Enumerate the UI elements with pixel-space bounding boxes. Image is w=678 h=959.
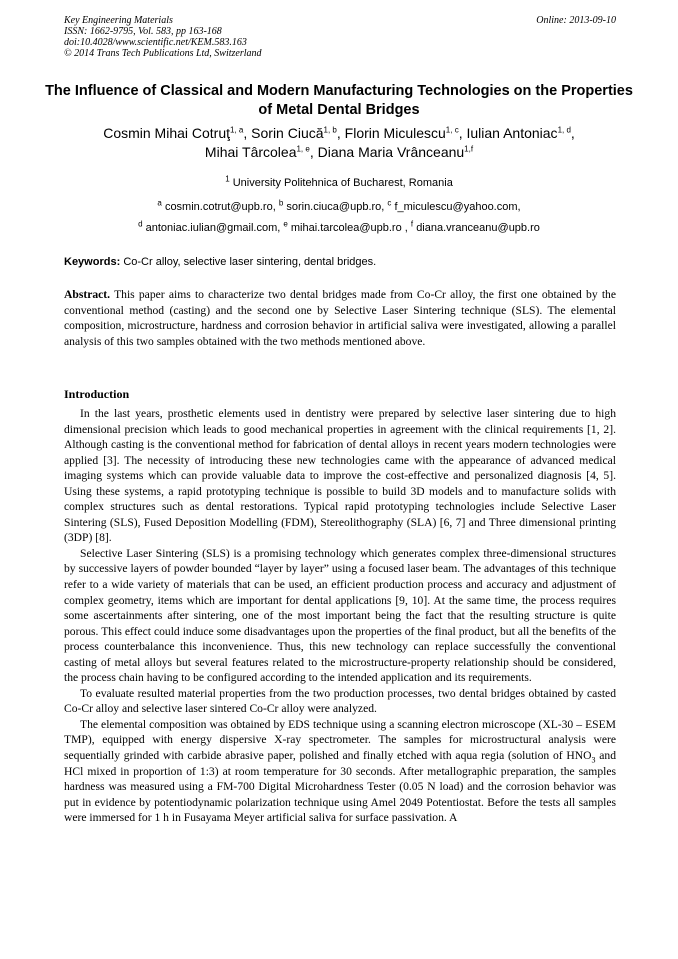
paragraph-text: and HCl mixed in proportion of 1:3) at room temperature for 30 seconds. After metallographic preparation, the samples hardness was measured using a FM-700 Digital Microhardness Tester (0.05 N load) and the corrosion behavior was put in evidence by potentiodynamic polarization technique using Amel 2049 Potentiostat. Before the tests all samples were immersed for 1 h in Fusayama Meyer artificial saliva for surface passivation. A [64,749,617,825]
author-name: Cosmin Mihai Cotruţ [103,125,231,141]
author-affil: 1, b [323,125,337,135]
email-link[interactable]: mihai.tarcolea@upb.ro , [290,222,408,234]
author-name: Florin Miculescu [344,125,446,141]
email-link[interactable]: sorin.ciuca@upb.ro, [286,201,385,213]
email-link[interactable]: cosmin.cotrut@upb.ro, [164,201,276,213]
email-marker: f [410,219,414,229]
author-affil: 1, a [230,125,244,135]
author-name: Sorin Ciucă [251,125,324,141]
email-link[interactable]: antoniac.iulian@gmail.com, [145,222,281,234]
paragraph-text: The elemental composition was obtained by EDS technique using a scanning electron microscope (XL-30 – ESEM TMP), equipped with energy dispersive X-ray spectrometer. The samples for microstructural analysis were sequentially grinded with carbide abrasive paper, polished and finally etched with aqua regia (solution of HNO [64,717,616,763]
email-marker: d [138,219,143,229]
email-marker: e [283,219,288,229]
author-affil: 1, e [296,144,310,154]
author-name: Diana Maria Vrânceanu [317,144,465,160]
journal-name: Key Engineering Materials [64,15,173,26]
paragraph [64,717,616,826]
copyright-line: © 2014 Trans Tech Publications Ltd, Switzerland [64,48,262,59]
journal-header [64,15,616,59]
email-link[interactable]: diana.vranceanu@upb.ro [416,222,540,234]
email-marker: c [387,198,392,208]
section-title: Introduction [64,387,130,401]
abstract-label: Abstract. [64,288,111,301]
paragraph: Selective Laser Sintering (SLS) is a promising technology which generates complex three-dimensional structures by successive layers of powder bounded “layer by layer” using a focused laser beam. The advantages of this technique refer to a wide variety of materials that can be used, an efficient production process and accuracy and adjustment of complex geometry, items which are important for dental applications [9, 10]. At the same time, the process requires some ascertainments after sintering, one of the most important being the fact that the resulting structure is quite porous. This effect could induce some disadvantages upon the properties of the final product, but all the benefits of the process counterbalance this inconvenience. Thus, this new technology can replace successfully the conventional casting of metal alloys but several features related to the microstructure-property relationship should be considered, the process chain having to be configured according to the intended application and its requirements. [64,546,616,685]
paragraph: To evaluate resulted material properties from the two production processes, two dental bridges obtained by casted Co-Cr alloy and selective laser sintered Co-Cr alloy were analyzed. [64,686,616,716]
author-name: Mihai Târcolea [204,144,297,160]
keywords-label: Keywords: [64,256,121,268]
author-affil: 1, d [557,125,571,135]
email-marker: a [157,198,162,208]
online-date: Online: 2013-09-10 [536,15,616,26]
doi-line: doi:10.4028/www.scientific.net/KEM.583.163 [64,37,247,48]
paragraph: In the last years, prosthetic elements used in dentistry were prepared by selective laser sintering due to high dimensional precision which leads to good mechanical properties in agreement with the clinical requirements [1, 2]. Although casting is the conventional method for fabrication of dental alloys in recent years modern technologies were applied [3]. The necessity of introducing these new technologies came with the appearance of advanced medical imaging systems which can provide valuable data to improve the cost-effective and personalized diagnosis [4, 5]. Using these systems, a rapid prototyping technique is possible to build 3D models and to manufacture solids with complex structures such as dental restorations. Typical rapid prototyping technologies include Selective Laser Sintering (SLS), Fused Deposition Modelling (FDM), Stereolithography (SLA) [6, 7] and Three dimensional printing (3DP) [8]. [64,407,616,545]
abstract-text: This paper aims to characterize two dental bridges made from Co-Cr alloy, the first one obtained by the conventional method (casting) and the second one by Selective Laser Sintering technique (SLS). The elemental composition, microstructure, hardness and corrosion behavior in artificial saliva were investigated, allowing a parallel analysis of this two samples obtained with the two methods mentioned above. [64,288,616,348]
author-affil: 1,f [464,144,474,154]
body-text [64,406,616,826]
email-link[interactable]: f_miculescu@yahoo.com, [394,201,521,213]
keywords-text: Co-Cr alloy, selective laser sintering, dental bridges. [123,256,377,268]
affiliation-text: University Politehnica of Bucharest, Romania [232,177,453,189]
email-list [40,197,638,239]
abstract [64,287,616,349]
issn-line: ISSN: 1662-9795, Vol. 583, pp 163-168 [64,26,222,37]
affiliation [40,174,638,190]
affiliation-marker: 1 [225,174,230,184]
email-marker: b [278,198,284,208]
author-list: Cosmin Mihai Cotruţ$^{1, a}$, Sorin Ciucă$^{1, b}$, Florin Miculescu$^{1, c}$, Iulian Antoniac$^{1, d}$, Mihai Târcolea$^{1, e}$, Diana Maria Vrânceanu$^{1,f}$ [103,125,575,160]
keywords [64,255,616,269]
paper-title: The Influence of Classical and Modern Manufacturing Technologies on the Properties of Metal Dental Bridges [45,83,633,118]
author-affil: 1, c [445,125,459,135]
author-name: Iulian Antoniac [466,125,558,141]
subscript: 3 [591,755,596,765]
